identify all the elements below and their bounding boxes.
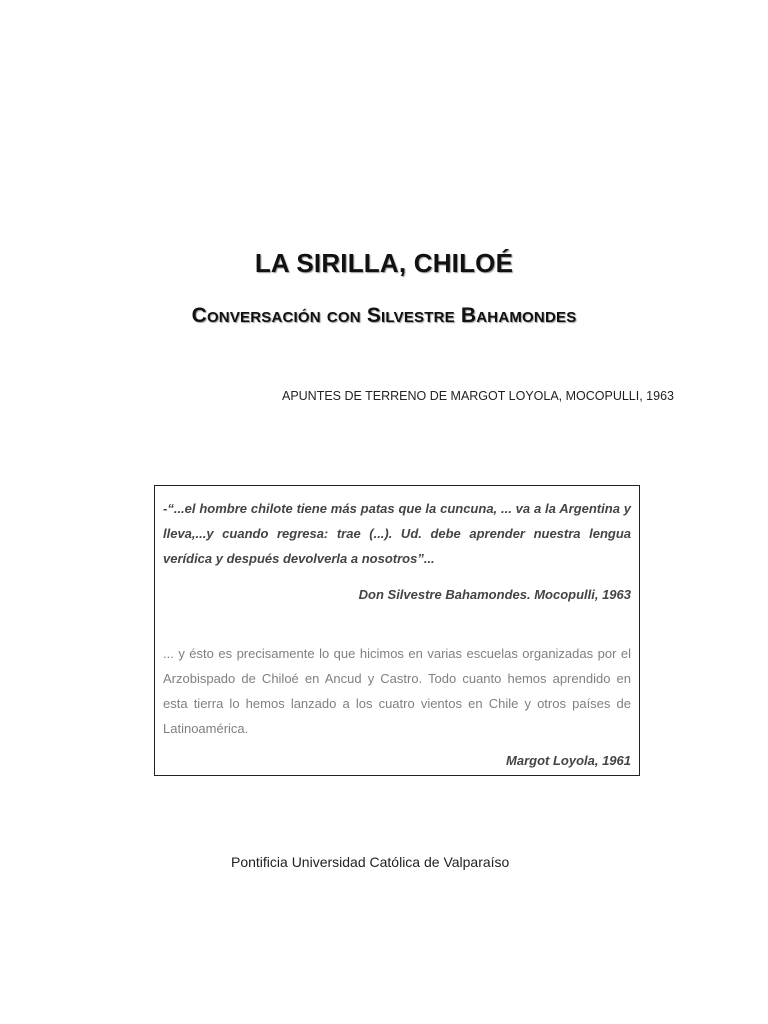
epigraph-box: [154, 485, 640, 776]
document-title: LA SIRILLA, CHILOÉ: [254, 248, 514, 278]
epigraph-paragraph: ... y ésto es precisamente lo que hicimos en varias escuelas organizadas por el Arzobispado de Chiloé en Ancud y Castro. Todo cuanto hemos aprendido en esta tierra lo hemos lanzado a los cuatro vientos en Chile y otros países de Latinoamérica.: [163, 646, 631, 736]
document-subtitle: Conversación con Silvestre Bahamondes: [191, 304, 577, 327]
epigraph-quote: -“...el hombre chilote tiene más patas que la cuncuna, ... va a la Argentina y lleva,...y cuando regresa: trae (...). Ud. debe aprender nuestra lengua verídica y después devolverla a nosotros”...: [163, 501, 631, 566]
epigraph-quote-author: Don Silvestre Bahamondes. Mocopulli, 1963: [358, 587, 631, 602]
field-notes-credit: APUNTES DE TERRENO DE MARGOT LOYOLA, MOCOPULLI, 1963: [281, 389, 674, 403]
epigraph-paragraph-author: Margot Loyola, 1961: [506, 753, 631, 768]
institution-name: Pontificia Universidad Católica de Valparaíso: [231, 854, 510, 870]
